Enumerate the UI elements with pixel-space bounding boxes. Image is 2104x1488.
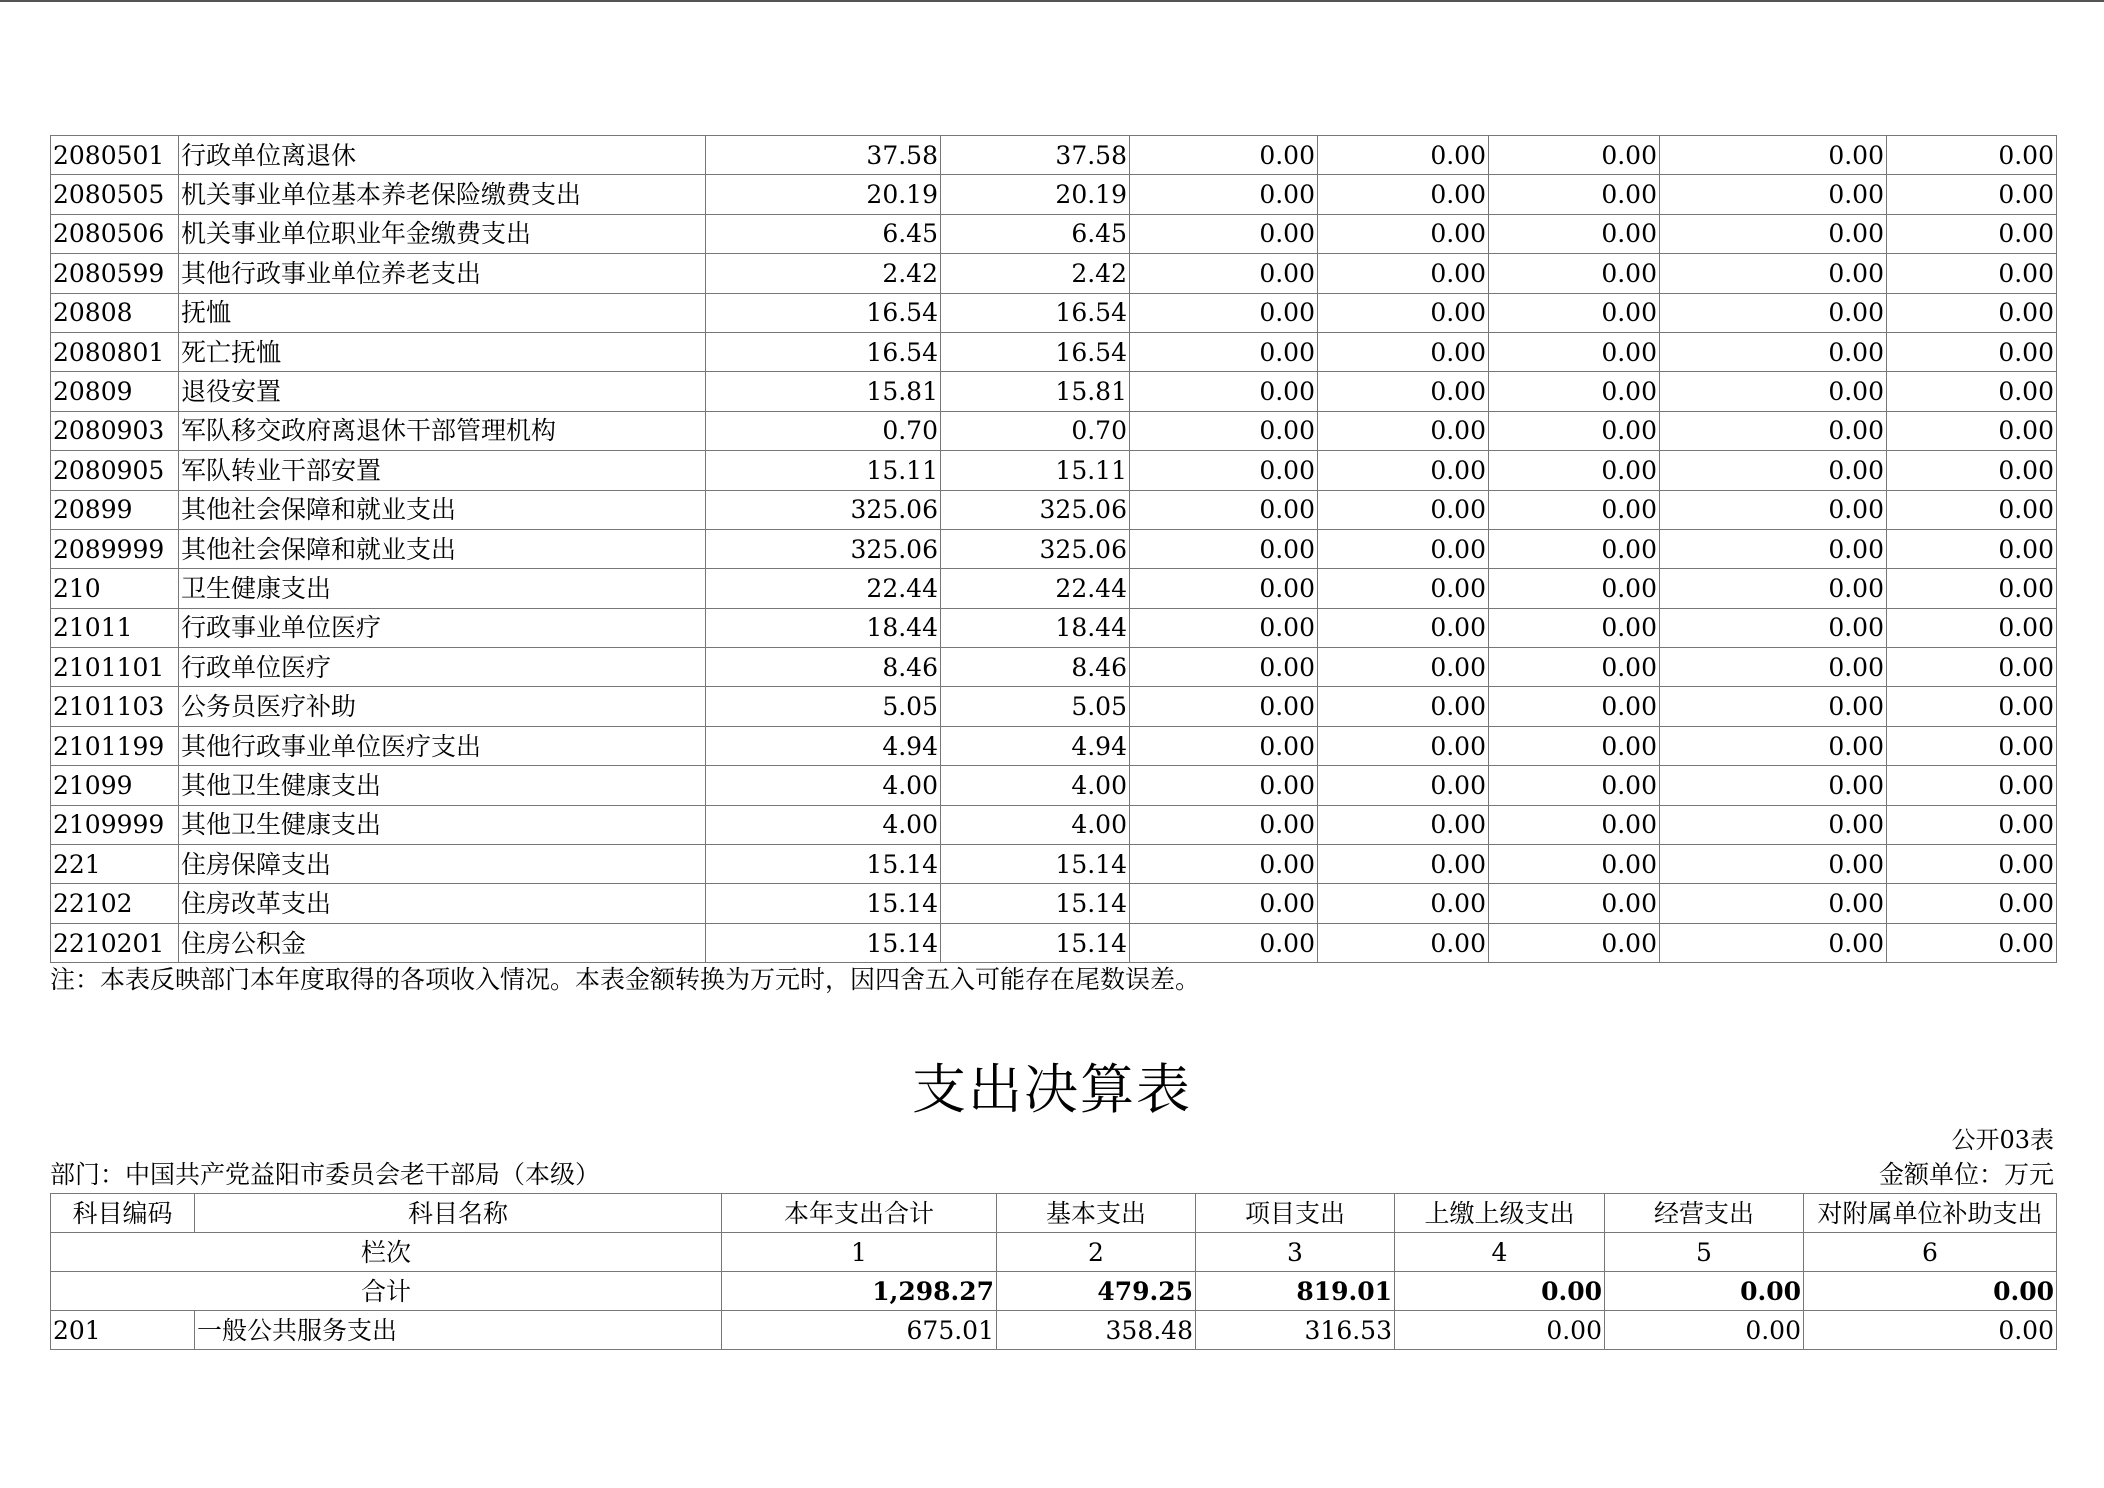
amount-cell: 0.00 [1887, 805, 2057, 844]
amount-cell: 0.70 [706, 411, 941, 450]
table-row [51, 726, 2057, 765]
subject-code: 20899 [51, 490, 179, 529]
amount-cell: 0.00 [1130, 451, 1318, 490]
subject-code: 20808 [51, 293, 179, 332]
subject-name: 抚恤 [179, 293, 706, 332]
amount-cell: 8.46 [706, 648, 941, 687]
amount-cell: 0.00 [1318, 923, 1489, 962]
amount-cell: 15.14 [706, 845, 941, 884]
amount-cell: 0.00 [1489, 648, 1660, 687]
amount-cell: 0.00 [1318, 766, 1489, 805]
table-note: 注：本表反映部门本年度取得的各项收入情况。本表金额转换为万元时，因四舍五入可能存在尾数误差。 [50, 965, 1201, 994]
amount-cell: 0.00 [1318, 293, 1489, 332]
header-cell: 上缴上级支出 [1395, 1194, 1605, 1233]
amount-cell: 0.00 [1130, 254, 1318, 293]
amount-cell: 0.00 [1318, 136, 1489, 175]
subject-name: 其他行政事业单位医疗支出 [179, 726, 706, 765]
amount-cell: 0.00 [1660, 805, 1887, 844]
amount-cell: 0.00 [1660, 529, 1887, 568]
amount-cell: 0.00 [1660, 214, 1887, 253]
amount-cell: 0.00 [1887, 175, 2057, 214]
subject-code: 2080506 [51, 214, 179, 253]
amount-cell: 0.00 [1130, 805, 1318, 844]
amount-cell: 0.00 [1318, 884, 1489, 923]
amount-cell: 0.00 [1489, 884, 1660, 923]
total-value: 0.00 [1605, 1272, 1804, 1311]
amount-cell: 15.81 [941, 372, 1130, 411]
table-row [51, 884, 2057, 923]
amount-cell: 0.00 [1130, 372, 1318, 411]
amount-cell: 0.00 [1489, 687, 1660, 726]
subject-code: 2109999 [51, 805, 179, 844]
subject-name: 行政单位离退休 [179, 136, 706, 175]
amount-cell: 0.00 [1887, 569, 2057, 608]
amount-cell: 0.00 [1318, 687, 1489, 726]
total-value: 479.25 [997, 1272, 1196, 1311]
amount-cell: 0.00 [1887, 411, 2057, 450]
subject-code: 2089999 [51, 529, 179, 568]
subject-name: 退役安置 [179, 372, 706, 411]
table-row [51, 411, 2057, 450]
subject-name: 其他社会保障和就业支出 [179, 529, 706, 568]
amount-cell: 4.00 [941, 766, 1130, 805]
header-cell: 对附属单位补助支出 [1804, 1194, 2057, 1233]
amount-cell: 0.00 [1660, 884, 1887, 923]
amount-cell: 16.54 [941, 293, 1130, 332]
subject-name: 住房保障支出 [179, 845, 706, 884]
amount-cell: 0.00 [1318, 529, 1489, 568]
amount-cell: 0.00 [1887, 726, 2057, 765]
amount-cell: 15.14 [941, 884, 1130, 923]
amount-cell: 0.00 [1489, 923, 1660, 962]
column-number: 5 [1605, 1233, 1804, 1272]
subject-code: 2101103 [51, 687, 179, 726]
header-cell: 经营支出 [1605, 1194, 1804, 1233]
subject-code: 2080801 [51, 332, 179, 371]
amount-cell: 0.00 [1489, 411, 1660, 450]
column-number: 4 [1395, 1233, 1605, 1272]
amount-cell: 5.05 [706, 687, 941, 726]
amount-cell: 0.00 [1318, 490, 1489, 529]
top-border [0, 0, 2104, 2]
amount-cell: 325.06 [941, 490, 1130, 529]
column-number-label: 栏次 [51, 1233, 722, 1272]
subject-name: 住房改革支出 [179, 884, 706, 923]
table-row [51, 214, 2057, 253]
amount-cell: 0.00 [1660, 254, 1887, 293]
form-number: 公开03表 [1951, 1126, 2054, 1154]
amount-cell: 15.14 [706, 923, 941, 962]
amount-cell: 0.00 [1887, 766, 2057, 805]
amount-cell: 0.00 [1489, 608, 1660, 647]
amount-cell: 0.00 [1489, 805, 1660, 844]
amount-cell: 0.00 [1130, 490, 1318, 529]
amount-cell: 0.00 [1318, 608, 1489, 647]
department-label: 部门：中国共产党益阳市委员会老干部局（本级） [50, 1160, 601, 1189]
amount-cell: 16.54 [941, 332, 1130, 371]
amount-cell: 0.00 [1130, 648, 1318, 687]
amount-cell: 0.00 [1660, 766, 1887, 805]
subject-code: 21011 [51, 608, 179, 647]
amount-cell: 0.00 [1130, 884, 1318, 923]
amount-cell: 0.00 [1130, 214, 1318, 253]
amount-cell: 4.94 [941, 726, 1130, 765]
amount-cell: 0.00 [1887, 608, 2057, 647]
amount-cell: 0.00 [1804, 1311, 2057, 1350]
amount-cell: 6.45 [941, 214, 1130, 253]
amount-cell: 15.11 [706, 451, 941, 490]
column-number: 3 [1196, 1233, 1395, 1272]
subject-code: 2080903 [51, 411, 179, 450]
amount-cell: 0.00 [1887, 884, 2057, 923]
total-value: 1,298.27 [722, 1272, 997, 1311]
column-number: 6 [1804, 1233, 2057, 1272]
table-row [51, 254, 2057, 293]
table-row [51, 845, 2057, 884]
amount-cell: 0.00 [1660, 372, 1887, 411]
subject-code: 22102 [51, 884, 179, 923]
column-number-row [51, 1233, 2057, 1272]
amount-cell: 0.00 [1887, 529, 2057, 568]
amount-cell: 0.00 [1318, 805, 1489, 844]
amount-cell: 15.14 [941, 923, 1130, 962]
amount-cell: 325.06 [706, 490, 941, 529]
amount-cell: 0.00 [1887, 293, 2057, 332]
amount-cell: 0.00 [1660, 332, 1887, 371]
amount-cell: 0.00 [1318, 569, 1489, 608]
amount-cell: 0.00 [1318, 214, 1489, 253]
header-cell: 项目支出 [1196, 1194, 1395, 1233]
amount-cell: 0.00 [1660, 293, 1887, 332]
subject-name: 一般公共服务支出 [195, 1311, 722, 1350]
table-row [51, 1311, 2057, 1350]
amount-cell: 0.00 [1887, 923, 2057, 962]
amount-cell: 0.00 [1130, 332, 1318, 371]
table-row [51, 136, 2057, 175]
amount-cell: 0.00 [1887, 687, 2057, 726]
amount-cell: 325.06 [706, 529, 941, 568]
amount-cell: 0.00 [1660, 726, 1887, 765]
amount-cell: 0.00 [1130, 923, 1318, 962]
table-row [51, 372, 2057, 411]
amount-cell: 0.00 [1660, 608, 1887, 647]
subject-code: 21099 [51, 766, 179, 805]
amount-cell: 0.00 [1489, 451, 1660, 490]
table-row [51, 608, 2057, 647]
amount-cell: 675.01 [722, 1311, 997, 1350]
subject-code: 221 [51, 845, 179, 884]
amount-cell: 0.00 [1130, 569, 1318, 608]
amount-cell: 0.00 [1318, 451, 1489, 490]
subject-code: 2080599 [51, 254, 179, 293]
column-number: 2 [997, 1233, 1196, 1272]
amount-cell: 15.14 [941, 845, 1130, 884]
expense-table [50, 1193, 2057, 1350]
subject-name: 卫生健康支出 [179, 569, 706, 608]
amount-cell: 4.00 [706, 766, 941, 805]
subject-code: 2210201 [51, 923, 179, 962]
total-row [51, 1272, 2057, 1311]
subject-code: 2080501 [51, 136, 179, 175]
header-cell: 本年支出合计 [722, 1194, 997, 1233]
table-row [51, 529, 2057, 568]
amount-cell: 22.44 [706, 569, 941, 608]
amount-cell: 0.00 [1660, 923, 1887, 962]
amount-cell: 0.00 [1130, 845, 1318, 884]
subject-name: 死亡抚恤 [179, 332, 706, 371]
amount-cell: 0.00 [1489, 490, 1660, 529]
amount-cell: 0.00 [1887, 136, 2057, 175]
amount-cell: 6.45 [706, 214, 941, 253]
table-row [51, 766, 2057, 805]
amount-cell: 8.46 [941, 648, 1130, 687]
amount-cell: 2.42 [941, 254, 1130, 293]
table-row [51, 293, 2057, 332]
subject-name: 军队移交政府离退休干部管理机构 [179, 411, 706, 450]
subject-name: 其他卫生健康支出 [179, 766, 706, 805]
amount-cell: 0.00 [1660, 451, 1887, 490]
amount-cell: 20.19 [706, 175, 941, 214]
amount-cell: 0.00 [1130, 608, 1318, 647]
subject-code: 20809 [51, 372, 179, 411]
amount-cell: 4.94 [706, 726, 941, 765]
amount-cell: 0.00 [1660, 845, 1887, 884]
total-value: 0.00 [1395, 1272, 1605, 1311]
amount-cell: 0.00 [1660, 648, 1887, 687]
amount-cell: 37.58 [941, 136, 1130, 175]
page-title: 支出决算表 [912, 1058, 1192, 1121]
income-table [50, 135, 2057, 963]
amount-cell: 20.19 [941, 175, 1130, 214]
amount-cell: 0.00 [1660, 569, 1887, 608]
amount-cell: 0.00 [1318, 254, 1489, 293]
subject-name: 军队转业干部安置 [179, 451, 706, 490]
amount-cell: 0.00 [1318, 845, 1489, 884]
amount-cell: 0.00 [1130, 175, 1318, 214]
amount-cell: 0.00 [1660, 136, 1887, 175]
amount-cell: 0.00 [1489, 293, 1660, 332]
header-row [51, 1194, 2057, 1233]
subject-name: 公务员医疗补助 [179, 687, 706, 726]
amount-cell: 0.00 [1318, 332, 1489, 371]
amount-cell: 0.00 [1489, 569, 1660, 608]
amount-cell: 0.00 [1395, 1311, 1605, 1350]
amount-cell: 0.00 [1660, 687, 1887, 726]
table-row [51, 490, 2057, 529]
header-cell: 基本支出 [997, 1194, 1196, 1233]
amount-cell: 0.00 [1887, 214, 2057, 253]
column-number: 1 [722, 1233, 997, 1272]
amount-cell: 16.54 [706, 332, 941, 371]
subject-name: 行政事业单位医疗 [179, 608, 706, 647]
amount-cell: 0.00 [1130, 766, 1318, 805]
amount-cell: 0.00 [1489, 726, 1660, 765]
amount-cell: 0.00 [1489, 845, 1660, 884]
subject-name: 住房公积金 [179, 923, 706, 962]
table-row [51, 175, 2057, 214]
subject-code: 2080505 [51, 175, 179, 214]
header-cell: 科目名称 [195, 1194, 722, 1233]
subject-name: 机关事业单位职业年金缴费支出 [179, 214, 706, 253]
subject-name: 其他卫生健康支出 [179, 805, 706, 844]
amount-cell: 0.00 [1318, 726, 1489, 765]
table-row [51, 687, 2057, 726]
amount-cell: 0.00 [1605, 1311, 1804, 1350]
amount-cell: 325.06 [941, 529, 1130, 568]
amount-cell: 2.42 [706, 254, 941, 293]
table-row [51, 923, 2057, 962]
subject-name: 机关事业单位基本养老保险缴费支出 [179, 175, 706, 214]
amount-cell: 0.00 [1130, 529, 1318, 568]
table-row [51, 332, 2057, 371]
amount-cell: 0.00 [1130, 726, 1318, 765]
amount-cell: 0.00 [1489, 332, 1660, 371]
amount-cell: 15.14 [706, 884, 941, 923]
amount-cell: 0.00 [1887, 845, 2057, 884]
table-row [51, 648, 2057, 687]
amount-cell: 5.05 [941, 687, 1130, 726]
amount-cell: 0.00 [1887, 372, 2057, 411]
amount-cell: 0.00 [1130, 293, 1318, 332]
table-row [51, 805, 2057, 844]
amount-cell: 0.00 [1318, 175, 1489, 214]
amount-cell: 0.00 [1130, 136, 1318, 175]
amount-cell: 0.00 [1887, 490, 2057, 529]
amount-cell: 18.44 [706, 608, 941, 647]
amount-cell: 0.00 [1489, 766, 1660, 805]
amount-cell: 0.00 [1130, 411, 1318, 450]
amount-cell: 0.00 [1660, 175, 1887, 214]
subject-code: 2080905 [51, 451, 179, 490]
amount-cell: 0.00 [1489, 175, 1660, 214]
header-cell: 科目编码 [51, 1194, 195, 1233]
subject-code: 210 [51, 569, 179, 608]
table-row [51, 451, 2057, 490]
amount-cell: 0.00 [1318, 411, 1489, 450]
amount-cell: 15.81 [706, 372, 941, 411]
amount-cell: 0.00 [1660, 411, 1887, 450]
amount-cell: 0.00 [1130, 687, 1318, 726]
amount-cell: 0.00 [1489, 214, 1660, 253]
amount-cell: 0.00 [1887, 254, 2057, 293]
amount-cell: 4.00 [941, 805, 1130, 844]
table-row [51, 569, 2057, 608]
total-label: 合计 [51, 1272, 722, 1311]
amount-cell: 0.00 [1489, 254, 1660, 293]
amount-cell: 0.00 [1318, 648, 1489, 687]
subject-name: 行政单位医疗 [179, 648, 706, 687]
amount-unit-label: 金额单位：万元 [1878, 1160, 2054, 1189]
amount-cell: 316.53 [1196, 1311, 1395, 1350]
amount-cell: 16.54 [706, 293, 941, 332]
subject-code: 201 [51, 1311, 195, 1350]
amount-cell: 0.00 [1489, 529, 1660, 568]
amount-cell: 0.00 [1887, 332, 2057, 371]
amount-cell: 18.44 [941, 608, 1130, 647]
total-value: 819.01 [1196, 1272, 1395, 1311]
amount-cell: 358.48 [997, 1311, 1196, 1350]
amount-cell: 0.00 [1489, 372, 1660, 411]
amount-cell: 37.58 [706, 136, 941, 175]
amount-cell: 0.00 [1318, 372, 1489, 411]
amount-cell: 0.00 [1489, 136, 1660, 175]
amount-cell: 0.70 [941, 411, 1130, 450]
amount-cell: 4.00 [706, 805, 941, 844]
amount-cell: 15.11 [941, 451, 1130, 490]
amount-cell: 0.00 [1887, 451, 2057, 490]
total-value: 0.00 [1804, 1272, 2057, 1311]
amount-cell: 22.44 [941, 569, 1130, 608]
subject-code: 2101101 [51, 648, 179, 687]
subject-code: 2101199 [51, 726, 179, 765]
amount-cell: 0.00 [1887, 648, 2057, 687]
subject-name: 其他行政事业单位养老支出 [179, 254, 706, 293]
subject-name: 其他社会保障和就业支出 [179, 490, 706, 529]
amount-cell: 0.00 [1660, 490, 1887, 529]
